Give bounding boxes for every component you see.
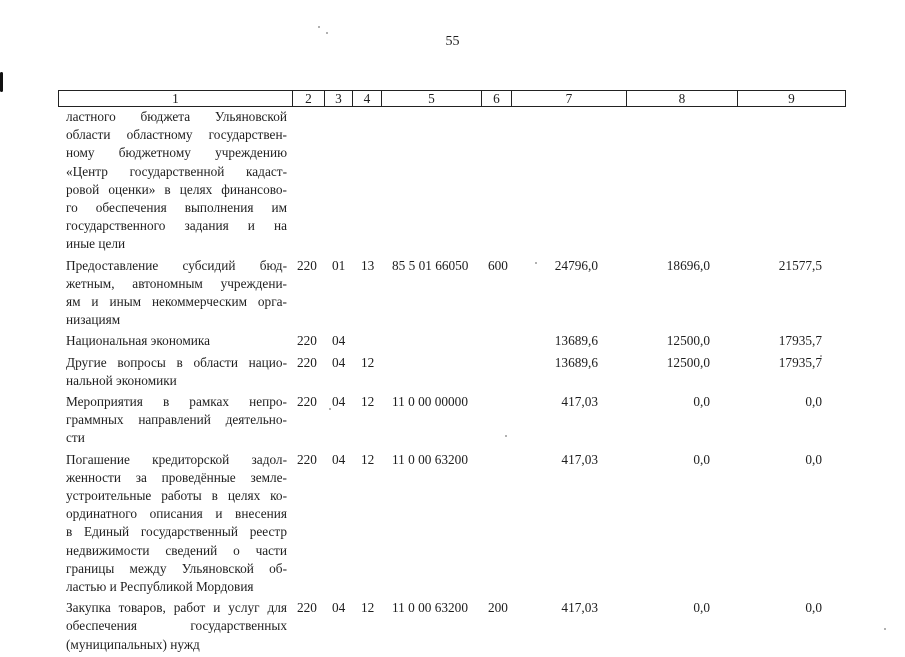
row-name-line: го обеспечения выполнения им	[66, 200, 287, 216]
row-cell-c2: 220	[297, 257, 317, 273]
row-name-line: иные цели	[66, 236, 126, 252]
row-cell-c8: 0,0	[693, 451, 710, 467]
row-cell-c5: 11 0 00 00000	[392, 394, 468, 410]
header-col-1: 1	[59, 91, 293, 106]
table-row	[0, 257, 905, 330]
header-col-8: 8	[627, 91, 738, 106]
row-name	[66, 599, 287, 654]
header-col-9: 9	[788, 91, 795, 106]
row-cell-c2: 220	[297, 394, 317, 410]
row-name	[66, 393, 287, 448]
row-cell-c3: 04	[332, 394, 346, 410]
row-cell-c3: 01	[332, 257, 346, 273]
header-col-6: 6	[482, 91, 512, 106]
table-row	[0, 451, 905, 597]
row-cell-c9: 21577,5	[778, 257, 822, 273]
row-cell-c7: 417,03	[561, 600, 598, 616]
row-name-line: (муниципальных) нужд	[66, 636, 200, 652]
row-name	[66, 451, 287, 597]
scan-speck	[318, 26, 320, 28]
table-row	[0, 393, 905, 448]
row-name-line: Другие вопросы в области нацио-	[66, 354, 287, 370]
row-cell-c2: 220	[297, 600, 317, 616]
row-cell-c3: 04	[332, 333, 346, 349]
row-name	[66, 257, 287, 330]
header-col-7: 7	[512, 91, 627, 106]
row-cell-c3: 04	[332, 354, 346, 370]
row-cell-c3: 04	[332, 600, 346, 616]
row-name-line: границы между Ульяновской об-	[66, 560, 287, 576]
table-row	[0, 108, 905, 254]
row-name-line: ластью и Республикой Мордовия	[66, 579, 254, 595]
row-name-line: обеспечения государственных	[66, 618, 287, 634]
row-cell-c5: 11 0 00 63200	[392, 600, 468, 616]
row-cell-c8: 18696,0	[666, 257, 710, 273]
row-name	[66, 354, 287, 390]
row-cell-c5: 85 5 01 66050	[392, 257, 469, 273]
row-name-line: женности за проведённые земле-	[66, 469, 287, 485]
row-cell-c7: 24796,0	[554, 257, 598, 273]
table-header-row	[58, 90, 846, 107]
row-name-line: жетным, автономным учреждени-	[66, 275, 287, 291]
row-name-line: государственного задания и на	[66, 218, 287, 234]
row-cell-c9: 17935,7	[778, 333, 822, 349]
row-cell-c4: 12	[361, 600, 375, 616]
row-cell-c7: 417,03	[561, 394, 598, 410]
row-name-line: ям и иным некоммерческим орга-	[66, 294, 287, 310]
row-cell-c6: 600	[488, 257, 508, 273]
row-cell-c8: 0,0	[693, 394, 710, 410]
row-name-line: Закупка товаров, работ и услуг для	[66, 600, 287, 616]
row-cell-c5: 11 0 00 63200	[392, 451, 468, 467]
row-name-line: в Единый государственный реестр	[66, 524, 287, 540]
scan-speck	[326, 32, 328, 34]
row-cell-c4: 12	[361, 451, 375, 467]
row-name-line: Предоставление субсидий бюд-	[66, 257, 287, 273]
row-name-line: Погашение кредиторской задол-	[66, 451, 287, 467]
row-cell-c8: 12500,0	[666, 333, 710, 349]
header-col-2: 2	[293, 91, 325, 106]
row-cell-c6: 200	[488, 600, 508, 616]
row-cell-c2: 220	[297, 354, 317, 370]
row-name-line: низациям	[66, 312, 121, 328]
row-cell-c8: 0,0	[693, 600, 710, 616]
header-col-3: 3	[325, 91, 353, 106]
row-name-line: ординатного описания и внесения	[66, 506, 287, 522]
row-name	[66, 332, 287, 350]
row-name-line: ровой оценки» в целях финансово-	[66, 181, 287, 197]
header-col-5: 5	[382, 91, 482, 106]
row-name-line: граммных направлений деятельно-	[66, 412, 287, 428]
row-name-line: области областному государствен-	[66, 127, 287, 143]
row-name-line: ному бюджетному учреждению	[66, 145, 287, 161]
row-cell-c3: 04	[332, 451, 346, 467]
row-name-line: Национальная экономика	[66, 333, 211, 349]
row-cell-c9: 0,0	[805, 600, 822, 616]
table-row	[0, 354, 905, 390]
row-cell-c7: 13689,6	[554, 333, 598, 349]
row-name-line: «Центр государственной кадаст-	[66, 163, 287, 179]
row-name-line: Мероприятия в рамках непро-	[66, 394, 287, 410]
row-cell-c9: 0,0	[805, 451, 822, 467]
table-row	[0, 599, 905, 654]
row-cell-c2: 220	[297, 333, 317, 349]
row-name-line: нальной экономики	[66, 372, 177, 388]
row-name	[66, 108, 287, 254]
row-name-line: недвижимости сведений о части	[66, 542, 287, 558]
row-cell-c4: 13	[361, 257, 375, 273]
row-cell-c4: 12	[361, 394, 375, 410]
page-number: 55	[445, 34, 460, 49]
row-name-line: устроительные работы в целях ко-	[66, 488, 287, 504]
table-row	[0, 332, 905, 350]
row-cell-c7: 417,03	[561, 451, 598, 467]
row-cell-c4: 12	[361, 354, 375, 370]
row-cell-c8: 12500,0	[666, 354, 710, 370]
row-cell-c9: 17935,7	[778, 354, 822, 370]
row-name-line: сти	[66, 430, 85, 446]
row-cell-c7: 13689,6	[554, 354, 598, 370]
row-name-line: ластного бюджета Ульяновской	[66, 109, 287, 124]
scan-edge-mark	[0, 72, 3, 92]
table-body	[0, 108, 905, 657]
header-col-4: 4	[353, 91, 382, 106]
row-cell-c2: 220	[297, 451, 317, 467]
row-cell-c9: 0,0	[805, 394, 822, 410]
